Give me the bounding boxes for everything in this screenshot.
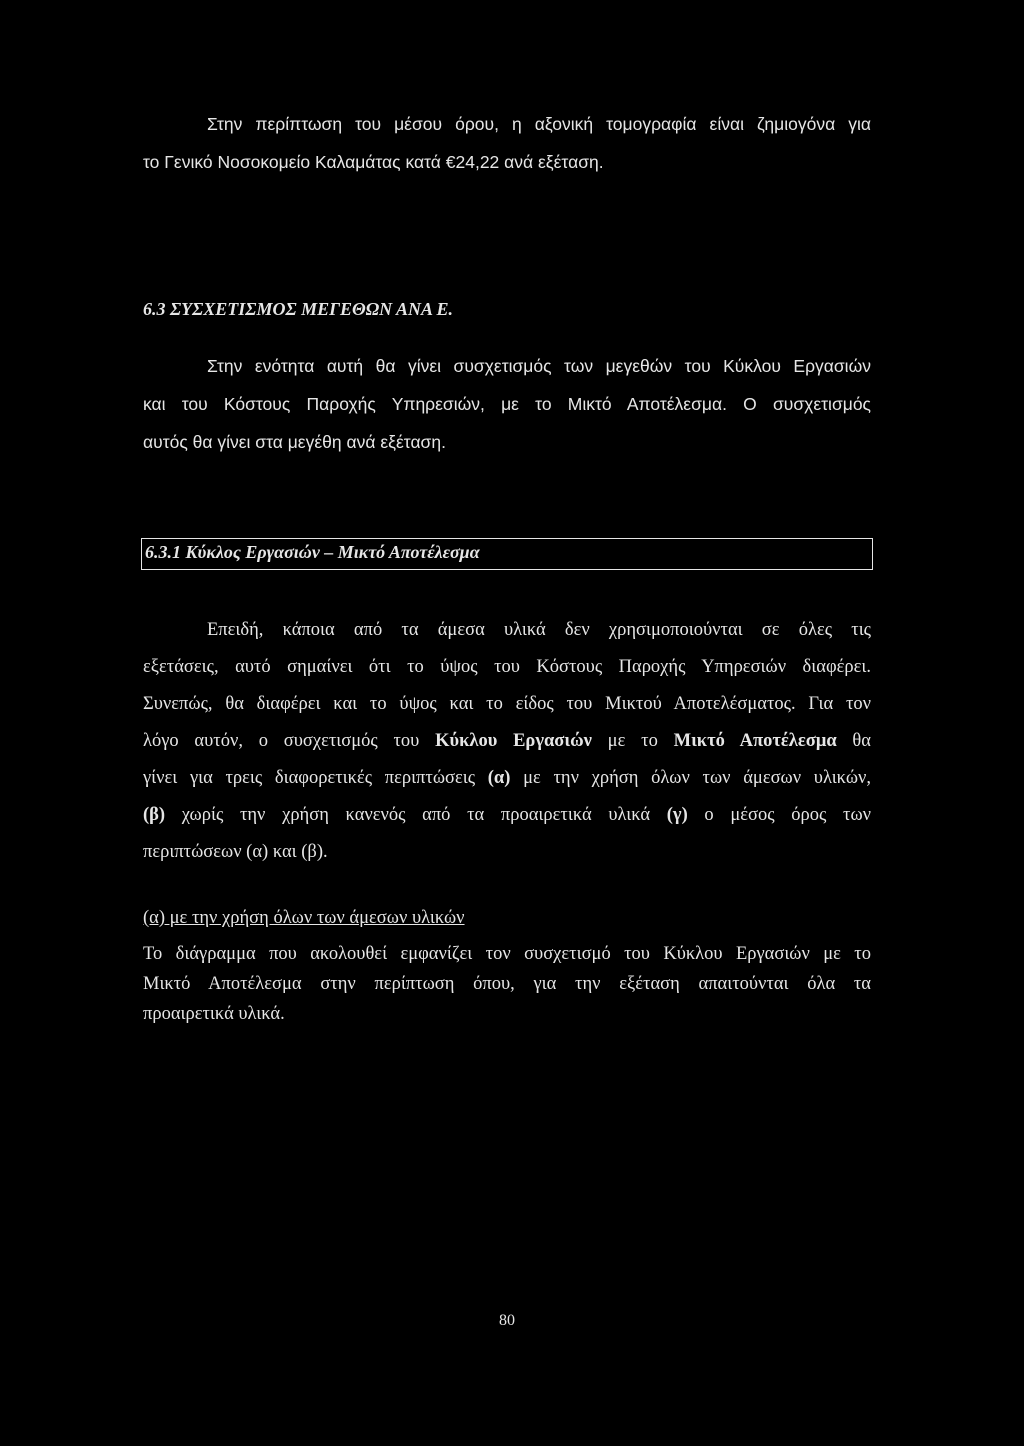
- paragraph-1-line-2: το Γενικό Νοσοκομείο Καλαμάτας κατά €24,22 ανά εξέταση.: [143, 152, 604, 172]
- text-run: χωρίς την χρήση κανενός από τα προαιρετικά υλικά: [165, 805, 667, 825]
- paragraph-3-line-2: εξετάσεις, αυτό σημαίνει ότι το ύψος του Κόστους Παροχής Υπηρεσιών διαφέρει.: [143, 657, 871, 677]
- paragraph-2-line-2: και του Κόστους Παροχής Υπηρεσιών, με το Μικτό Αποτέλεσμα. Ο συσχετισμός: [143, 394, 871, 414]
- case-label-a: (α): [487, 768, 511, 788]
- paragraph-4-line-1: Το διάγραμμα που ακολουθεί εμφανίζει τον συσχετισμό του Κύκλου Εργασιών με το: [143, 944, 871, 964]
- paragraph-3-line-5: [143, 766, 871, 790]
- text-run: με το: [591, 731, 674, 751]
- term-mikto-apotelesma: Μικτό Αποτέλεσμα: [673, 731, 837, 751]
- text-run: θα: [836, 731, 871, 751]
- paragraph-3-line-3: Συνεπώς, θα διαφέρει και το ύψος και το είδος του Μικτού Αποτελέσματος. Για τον: [143, 694, 871, 714]
- paragraph-3-line-7: περιπτώσεων (α) και (β).: [143, 842, 328, 862]
- text-run: με την χρήση όλων των άμεσων υλικών,: [510, 768, 871, 788]
- page-number: 80: [499, 1312, 515, 1329]
- term-kyklos-ergasion: Κύκλου Εργασιών: [435, 731, 592, 751]
- paragraph-1-line-1: Στην περίπτωση του μέσου όρου, η αξονική τομογραφία είναι ζημιογόνα για: [207, 114, 871, 134]
- case-label-c: (γ): [666, 805, 688, 825]
- text-run: ο μέσος όρος των: [687, 805, 871, 825]
- text-run: λόγο αυτόν, ο συσχετισμός του: [143, 731, 436, 751]
- subsection-heading-box: [141, 538, 873, 570]
- text-run: γίνει για τρεις διαφορετικές περιπτώσεις: [143, 768, 488, 788]
- paragraph-2-line-1: Στην ενότητα αυτή θα γίνει συσχετισμός των μεγεθών του Κύκλου Εργασιών: [207, 356, 871, 376]
- paragraph-2-line-3: αυτός θα γίνει στα μεγέθη ανά εξέταση.: [143, 432, 446, 452]
- paragraph-3-line-4: [143, 729, 871, 753]
- paragraph-3-line-1: Επειδή, κάποια από τα άμεσα υλικά δεν χρησιμοποιούνται σε όλες τις: [207, 620, 871, 640]
- paragraph-4-line-2: Μικτό Αποτέλεσμα στην περίπτωση όπου, για την εξέταση απαιτούνται όλα τα: [143, 974, 871, 994]
- subsection-heading: 6.3.1 Κύκλος Εργασιών – Μικτό Αποτέλεσμα: [145, 542, 480, 562]
- paragraph-4-line-3: προαιρετικά υλικά.: [143, 1004, 285, 1024]
- section-heading: 6.3 ΣΥΣΧΕΤΙΣΜΟΣ ΜΕΓΕΘΩΝ ΑΝΑ Ε.: [143, 299, 453, 319]
- case-a-heading: (α) με την χρήση όλων των άμεσων υλικών: [143, 908, 465, 928]
- paragraph-3-line-6: [143, 803, 871, 827]
- case-label-b: (β): [143, 805, 166, 825]
